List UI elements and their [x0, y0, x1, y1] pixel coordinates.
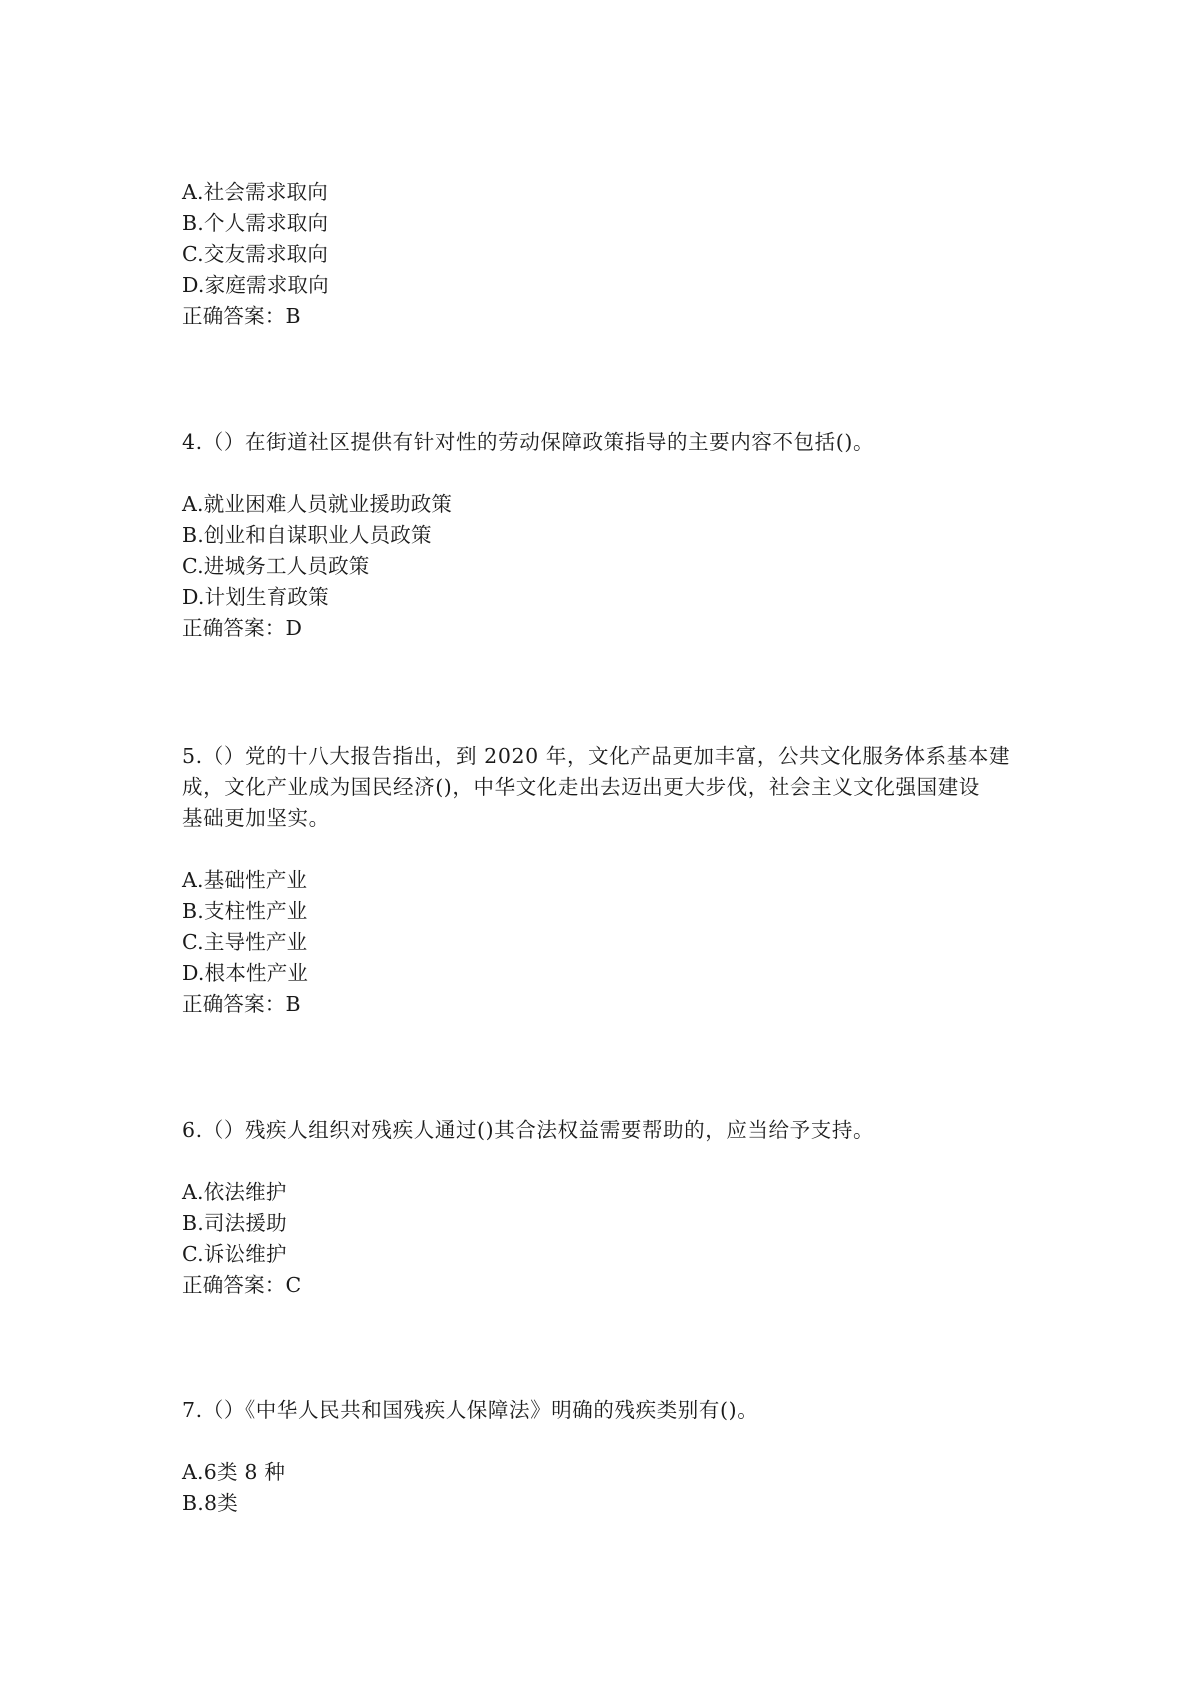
option-a: A.社会需求取向 — [182, 180, 328, 204]
option-a: A.基础性产业 — [182, 868, 308, 892]
option-b: B.8类 — [182, 1491, 238, 1515]
option-c: C.诉讼维护 — [182, 1242, 287, 1266]
option-c: C.进城务工人员政策 — [182, 554, 370, 578]
option-a: A.依法维护 — [182, 1180, 287, 1204]
correct-answer: 正确答案：B — [182, 304, 301, 328]
question-text: 基础更加坚实。 — [182, 806, 330, 830]
option-d: D.根本性产业 — [182, 961, 309, 985]
option-b: B.支柱性产业 — [182, 899, 308, 923]
option-d: D.计划生育政策 — [182, 585, 329, 609]
question-text: 7.（）《中华人民共和国残疾人保障法》明确的残疾类别有()。 — [182, 1398, 759, 1422]
question-text: 成，文化产业成为国民经济()，中华文化走出去迈出更大步伐，社会主义文化强国建设 — [182, 775, 980, 799]
question-text: 6.（）残疾人组织对残疾人通过()其合法权益需要帮助的，应当给予支持。 — [182, 1118, 875, 1142]
option-c: C.主导性产业 — [182, 930, 308, 954]
option-a: A.6类 8 种 — [182, 1460, 286, 1484]
option-b: B.司法援助 — [182, 1211, 287, 1235]
question-text: 5.（）党的十八大报告指出，到 2020 年，文化产品更加丰富，公共文化服务体系基本建 — [182, 744, 1011, 768]
option-d: D.家庭需求取向 — [182, 273, 329, 297]
correct-answer: 正确答案：B — [182, 992, 301, 1016]
option-b: B.创业和自谋职业人员政策 — [182, 523, 432, 547]
question-text: 4.（）在街道社区提供有针对性的劳动保障政策指导的主要内容不包括()。 — [182, 430, 875, 454]
correct-answer: 正确答案：D — [182, 616, 303, 640]
option-a: A.就业困难人员就业援助政策 — [182, 492, 453, 516]
option-c: C.交友需求取向 — [182, 242, 329, 266]
correct-answer: 正确答案：C — [182, 1273, 302, 1297]
option-b: B.个人需求取向 — [182, 211, 329, 235]
